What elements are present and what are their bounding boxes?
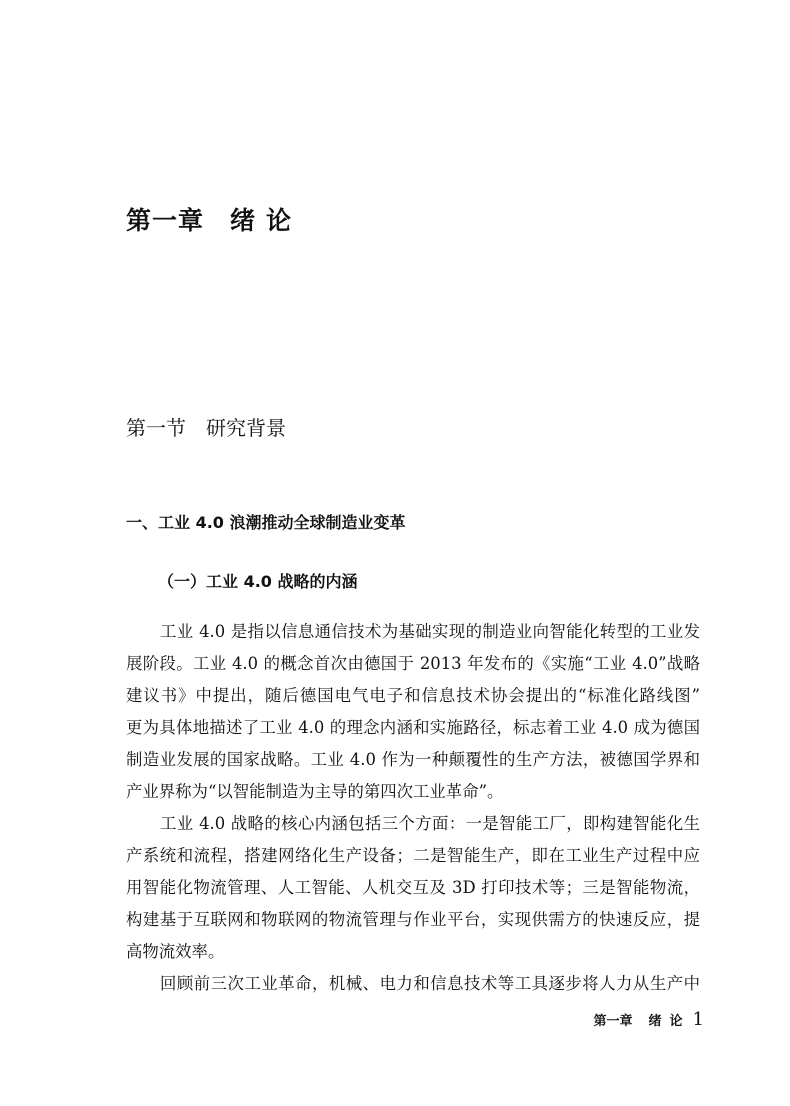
section-title xyxy=(126,413,286,443)
page-footer xyxy=(594,1008,705,1034)
heading-level-2: （一）工业 4.0 战略的内涵 xyxy=(158,572,358,591)
paragraph-line: 回顾前三次工业革命，机械、电力和信息技术等工具逐步将人力从生产中 xyxy=(160,974,700,993)
paragraph-line: 产业界称为“以智能制造为主导的第四次工业革命”。 xyxy=(126,782,504,801)
paragraph-line: 建议书》中提出，随后德国电气电子和信息技术协会提出的“标准化路线图” xyxy=(126,686,700,705)
paragraph-line: 制造业发展的国家战略。工业 4.0 作为一种颠覆性的生产方法，被德国学界和 xyxy=(126,750,700,769)
section-title-text: 研究背景 xyxy=(206,416,286,440)
chapter-title-a: 绪 xyxy=(230,206,257,235)
paragraph-line: 更为具体地描述了工业 4.0 的理念内涵和实施路径，标志着工业 4.0 成为德国 xyxy=(126,718,700,737)
paragraph-line: 展阶段。工业 4.0 的概念首次由德国于 2013 年发布的《实施“工业 4.0”战略 xyxy=(126,654,700,673)
chapter-title xyxy=(126,204,292,238)
paragraph-line: 工业 4.0 是指以信息通信技术为基础实现的制造业向智能化转型的工业发 xyxy=(160,622,700,641)
paragraph-line: 用智能化物流管理、人工智能、人机交互及 3D 打印技术等；三是智能物流， xyxy=(126,878,700,897)
footer-chapter: 第一章 xyxy=(593,1014,633,1029)
footer-title-a: 绪 xyxy=(648,1014,662,1029)
paragraph-line: 高物流效率。 xyxy=(126,942,225,961)
section-prefix: 第一节 xyxy=(126,416,186,440)
page-number: 1 xyxy=(692,1009,704,1030)
chapter-title-b: 论 xyxy=(266,206,293,235)
paragraph-line: 构建基于互联网和物联网的物流管理与作业平台，实现供需方的快速反应，提 xyxy=(126,910,700,929)
heading-level-1: 一、工业 4.0 浪潮推动全球制造业变革 xyxy=(126,513,406,532)
paragraph-line: 产系统和流程，搭建网络化生产设备；二是智能生产，即在工业生产过程中应 xyxy=(126,846,700,865)
chapter-prefix: 第一章 xyxy=(126,206,205,235)
paragraph-line: 工业 4.0 战略的核心内涵包括三个方面：一是智能工厂，即构建智能化生 xyxy=(160,814,700,833)
footer-title-b: 论 xyxy=(669,1014,683,1029)
